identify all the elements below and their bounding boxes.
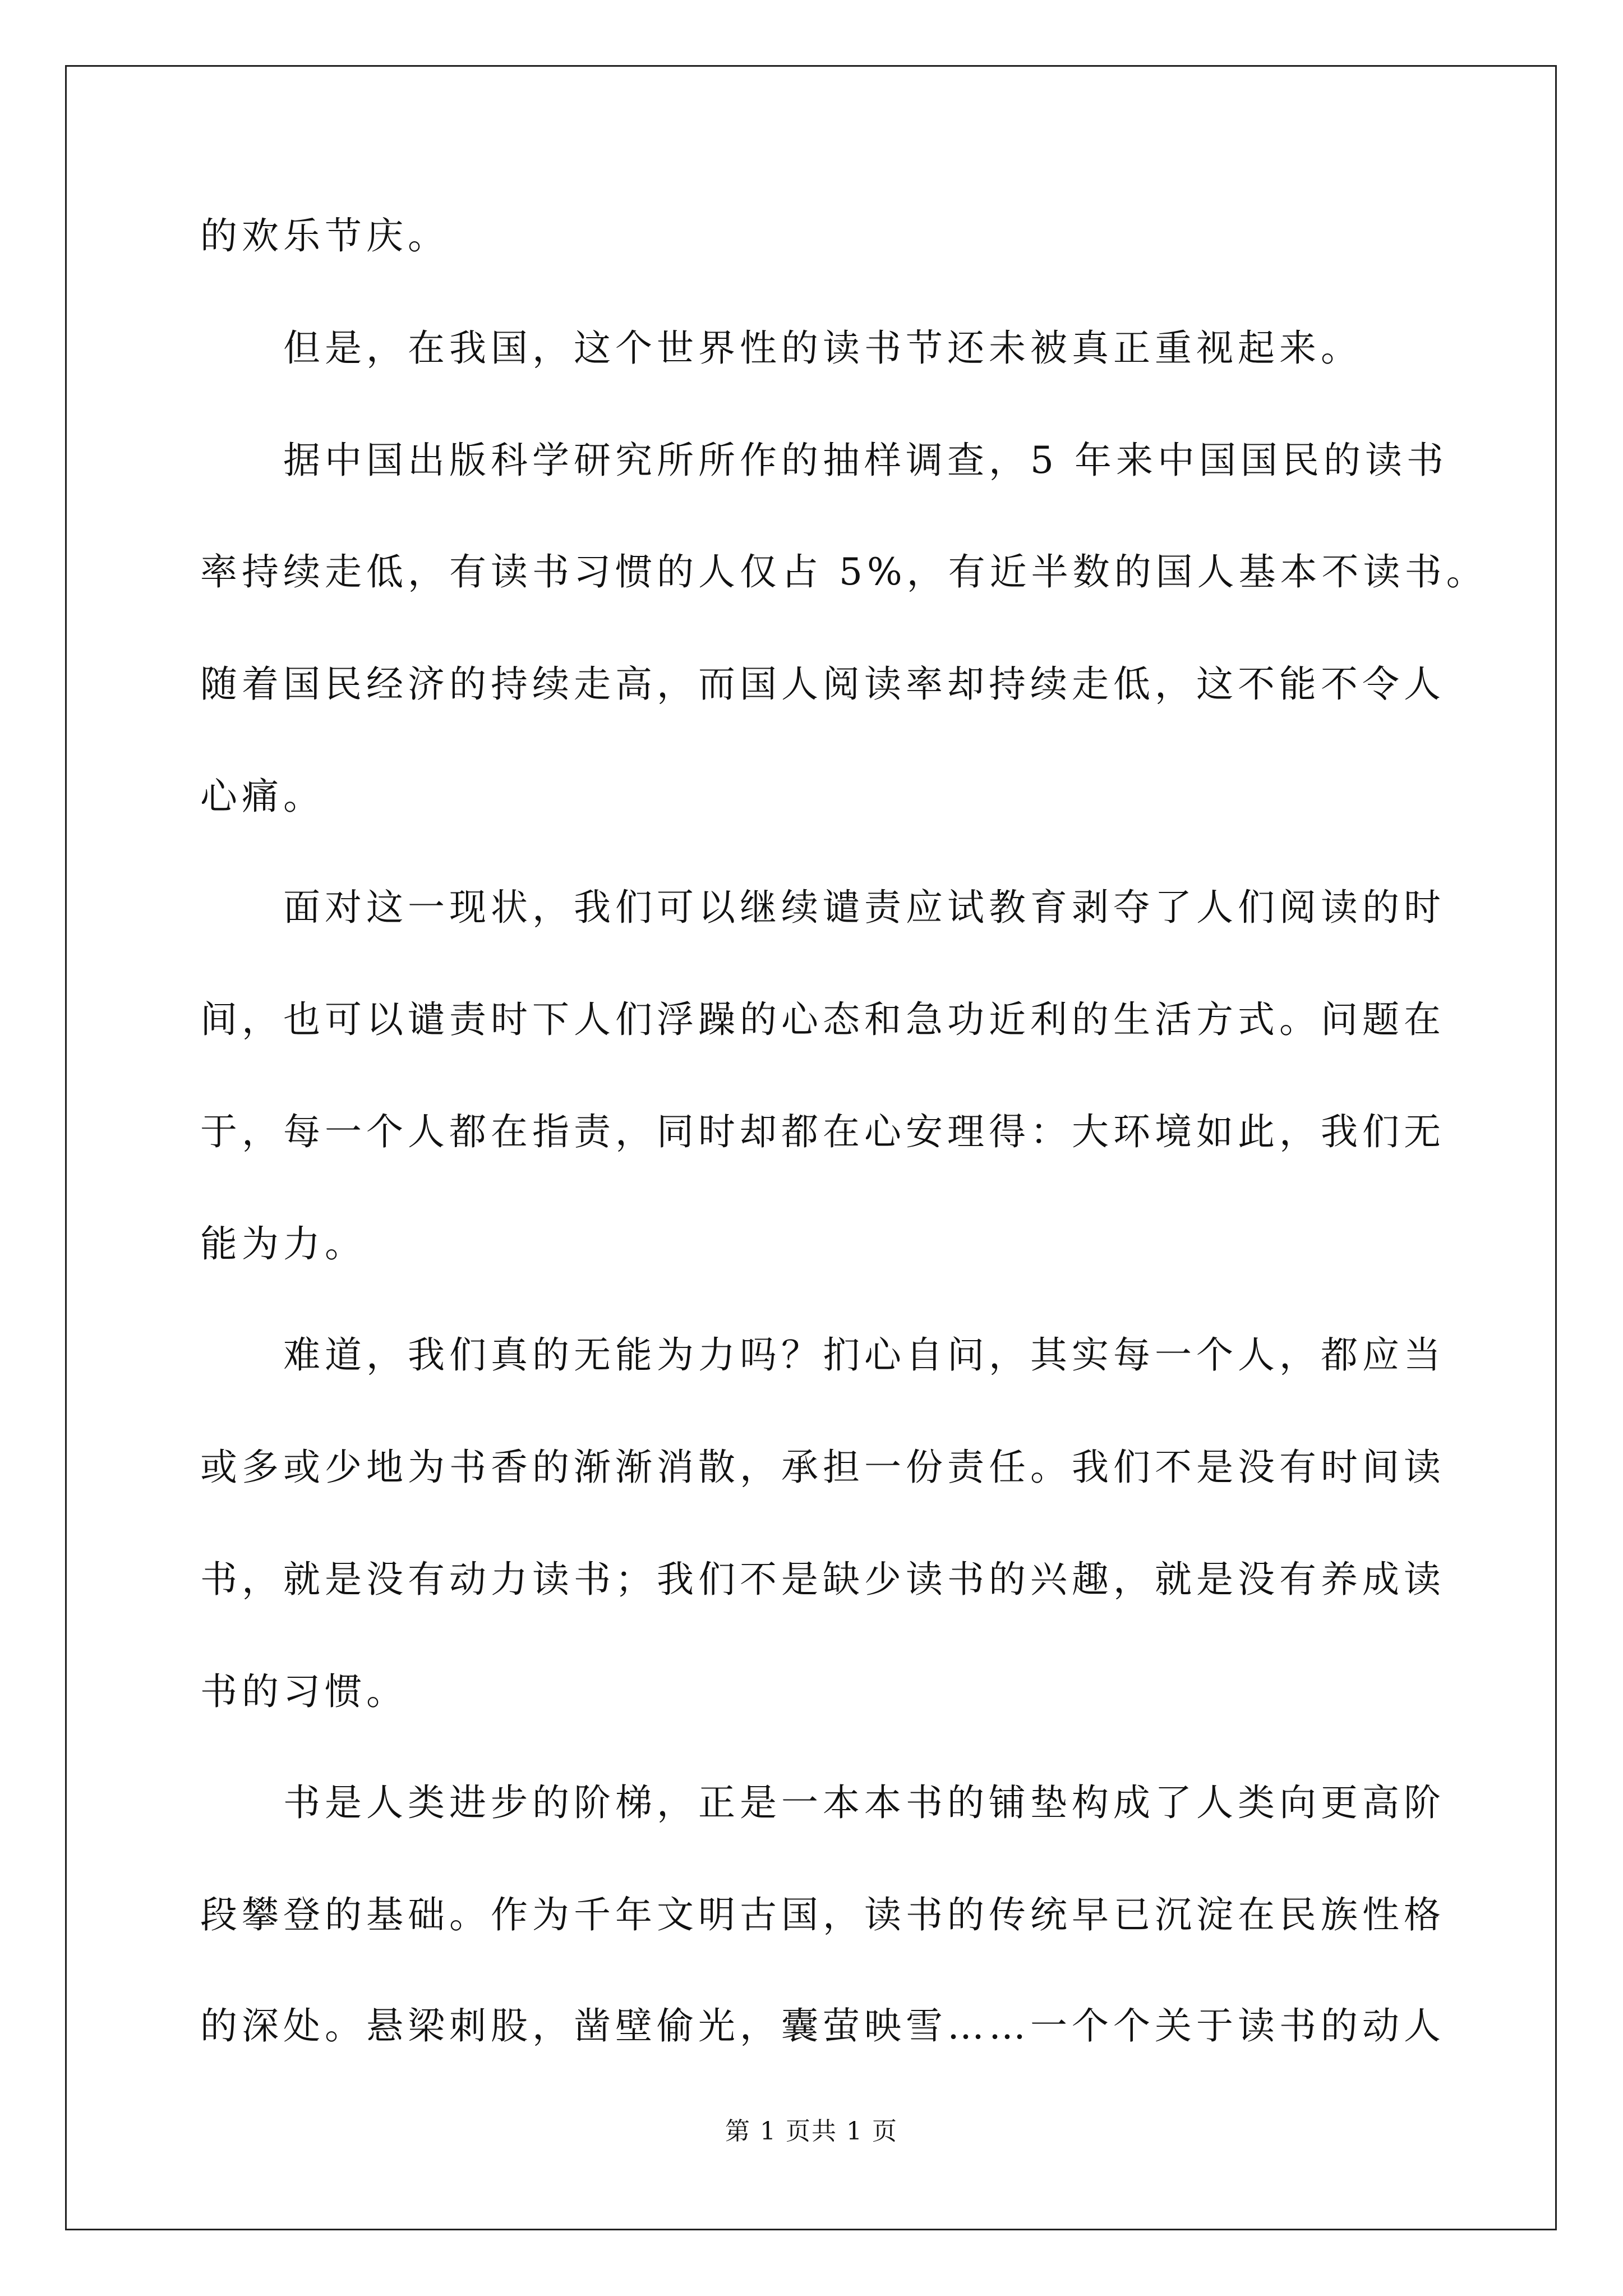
- text-line: 的欢乐节庆。: [200, 214, 449, 257]
- text-line: 面对这一现状，我们可以继续谴责应试教育剥夺了人们阅读的时: [200, 886, 1445, 929]
- text-line: 随着国民经济的持续走高，而国人阅读率却持续走低，这不能不令人: [200, 662, 1445, 706]
- page-footer: [0, 2116, 1623, 2147]
- text-line: 但是，在我国，这个世界性的读书节还未被真正重视起来。: [200, 326, 1362, 370]
- text-line: 书的习惯。: [200, 1670, 408, 1713]
- text-line: 书是人类进步的阶梯，正是一本本书的铺垫构成了人类向更高阶: [200, 1781, 1445, 1824]
- text-line: 间，也可以谴责时下人们浮躁的心态和急功近利的生活方式。问题在: [200, 998, 1445, 1041]
- text-line: 段攀登的基础。作为千年文明古国，读书的传统早已沉淀在民族性格: [200, 1893, 1445, 1936]
- text-line: 据中国出版科学研究所所作的抽样调查，5 年来中国国民的读书: [200, 439, 1448, 482]
- text-line: 率持续走低，有读书习惯的人仅占 5%，有近半数的国人基本不读书。: [200, 550, 1488, 593]
- text-line: 于，每一个人都在指责，同时却都在心安理得：大环境如此，我们无: [200, 1110, 1445, 1153]
- text-line: 能为力。: [200, 1222, 366, 1266]
- page-number: 第 1 页: [725, 2117, 811, 2146]
- text-line: 书，就是没有动力读书；我们不是缺少读书的兴趣，就是没有养成读: [200, 1558, 1445, 1601]
- text-line: 难道，我们真的无能为力吗？扪心自问，其实每一个人，都应当: [200, 1333, 1445, 1377]
- page-total: 共 1 页: [811, 2117, 898, 2146]
- text-line: 或多或少地为书香的渐渐消散，承担一份责任。我们不是没有时间读: [200, 1446, 1445, 1489]
- text-line: 心痛。: [200, 775, 325, 818]
- text-line: 的深处。悬梁刺股，凿壁偷光，囊萤映雪……一个个关于读书的动人: [200, 2004, 1445, 2047]
